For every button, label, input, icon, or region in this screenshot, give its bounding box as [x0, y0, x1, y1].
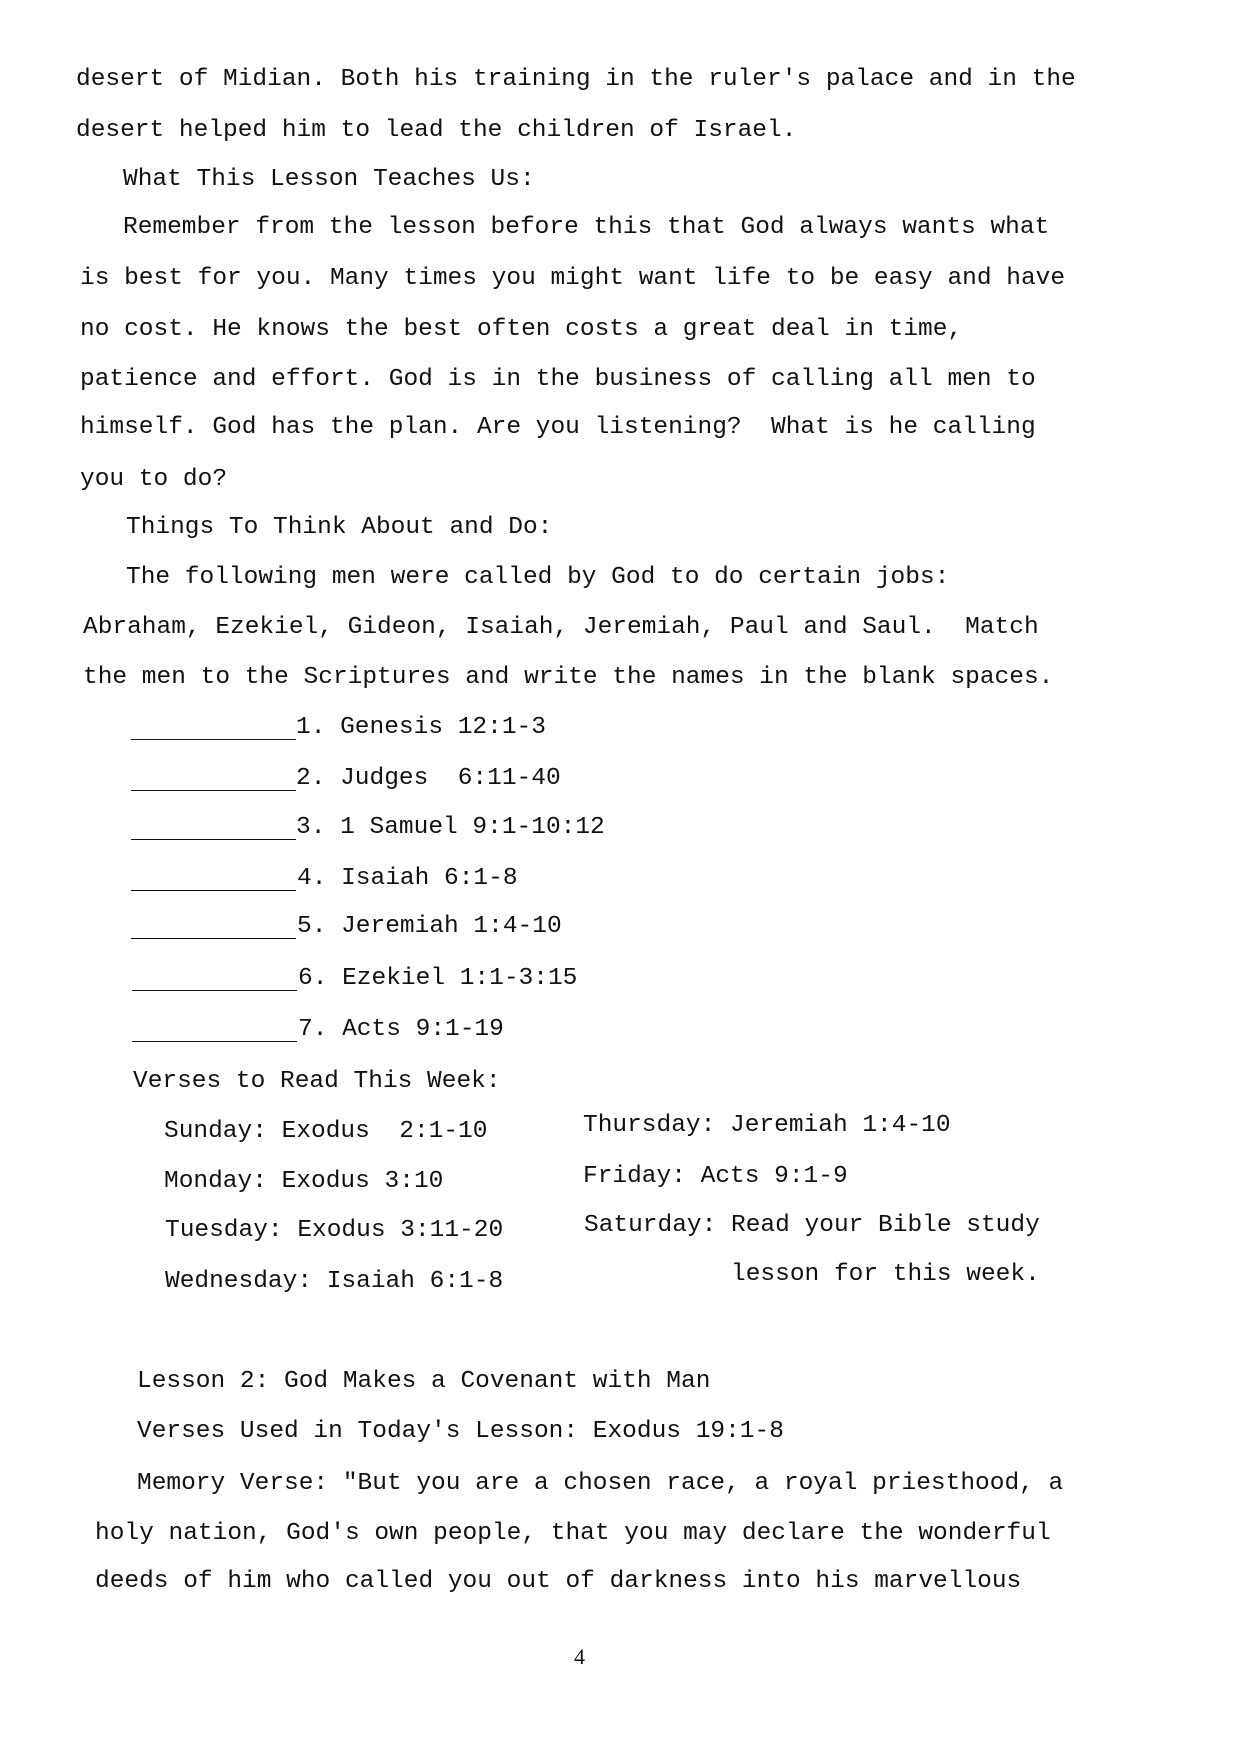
verse-day: Wednesday: Isaiah 6:1-8	[165, 1268, 504, 1295]
text-line: you to do?	[80, 466, 228, 493]
verse-day: Sunday: Exodus 2:1-10	[164, 1118, 488, 1145]
matching-item: 4. Isaiah 6:1-8	[297, 865, 518, 892]
memory-verse: holy nation, God's own people, that you may declare the wonderful	[95, 1520, 1051, 1547]
text-line: Remember from the lesson before this that God always wants what	[123, 214, 1050, 241]
matching-item: 7. Acts 9:1-19	[298, 1016, 504, 1043]
text-line: is best for you. Many times you might want life to be easy and have	[80, 265, 1066, 292]
text-line: The following men were called by God to do certain jobs:	[126, 564, 950, 591]
text-line: desert helped him to lead the children of Israel.	[76, 117, 797, 144]
answer-blank[interactable]	[131, 938, 296, 939]
verses-heading: Verses to Read This Week:	[133, 1068, 501, 1095]
text-line: himself. God has the plan. Are you listening? What is he calling	[80, 414, 1036, 441]
memory-verse: Memory Verse: "But you are a chosen race, a royal priesthood, a	[137, 1470, 1064, 1497]
text-line: Abraham, Ezekiel, Gideon, Isaiah, Jeremiah, Paul and Saul. Match	[83, 614, 1039, 641]
lesson-title: Lesson 2: God Makes a Covenant with Man	[137, 1368, 711, 1395]
text-line: no cost. He knows the best often costs a great deal in time,	[80, 316, 963, 343]
answer-blank[interactable]	[131, 739, 296, 740]
verse-day: Saturday: Read your Bible study	[584, 1212, 1040, 1239]
section-heading: What This Lesson Teaches Us:	[123, 166, 535, 193]
matching-item: 5. Jeremiah 1:4-10	[297, 913, 562, 940]
matching-item: 3. 1 Samuel 9:1-10:12	[296, 814, 605, 841]
text-line: patience and effort. God is in the business of calling all men to	[80, 366, 1036, 393]
verse-day: Tuesday: Exodus 3:11-20	[165, 1217, 504, 1244]
lesson-verses: Verses Used in Today's Lesson: Exodus 19:1-8	[137, 1418, 784, 1445]
page-number: 4	[574, 1644, 585, 1669]
answer-blank[interactable]	[131, 890, 296, 891]
verse-day: Friday: Acts 9:1-9	[583, 1163, 848, 1190]
memory-verse: deeds of him who called you out of darkness into his marvellous	[95, 1568, 1022, 1595]
verse-day: Thursday: Jeremiah 1:4-10	[583, 1112, 951, 1139]
matching-item: 6. Ezekiel 1:1-3:15	[298, 965, 578, 992]
answer-blank[interactable]	[131, 790, 296, 791]
answer-blank[interactable]	[132, 1041, 297, 1042]
section-heading: Things To Think About and Do:	[126, 514, 553, 541]
matching-item: 2. Judges 6:11-40	[296, 765, 561, 792]
matching-item: 1. Genesis 12:1-3	[296, 714, 546, 741]
answer-blank[interactable]	[131, 839, 296, 840]
text-line: desert of Midian. Both his training in the ruler's palace and in the	[76, 66, 1076, 93]
answer-blank[interactable]	[132, 990, 297, 991]
verse-day: Monday: Exodus 3:10	[164, 1168, 444, 1195]
text-line: the men to the Scriptures and write the names in the blank spaces.	[83, 664, 1054, 691]
verse-day: lesson for this week.	[584, 1261, 1040, 1288]
